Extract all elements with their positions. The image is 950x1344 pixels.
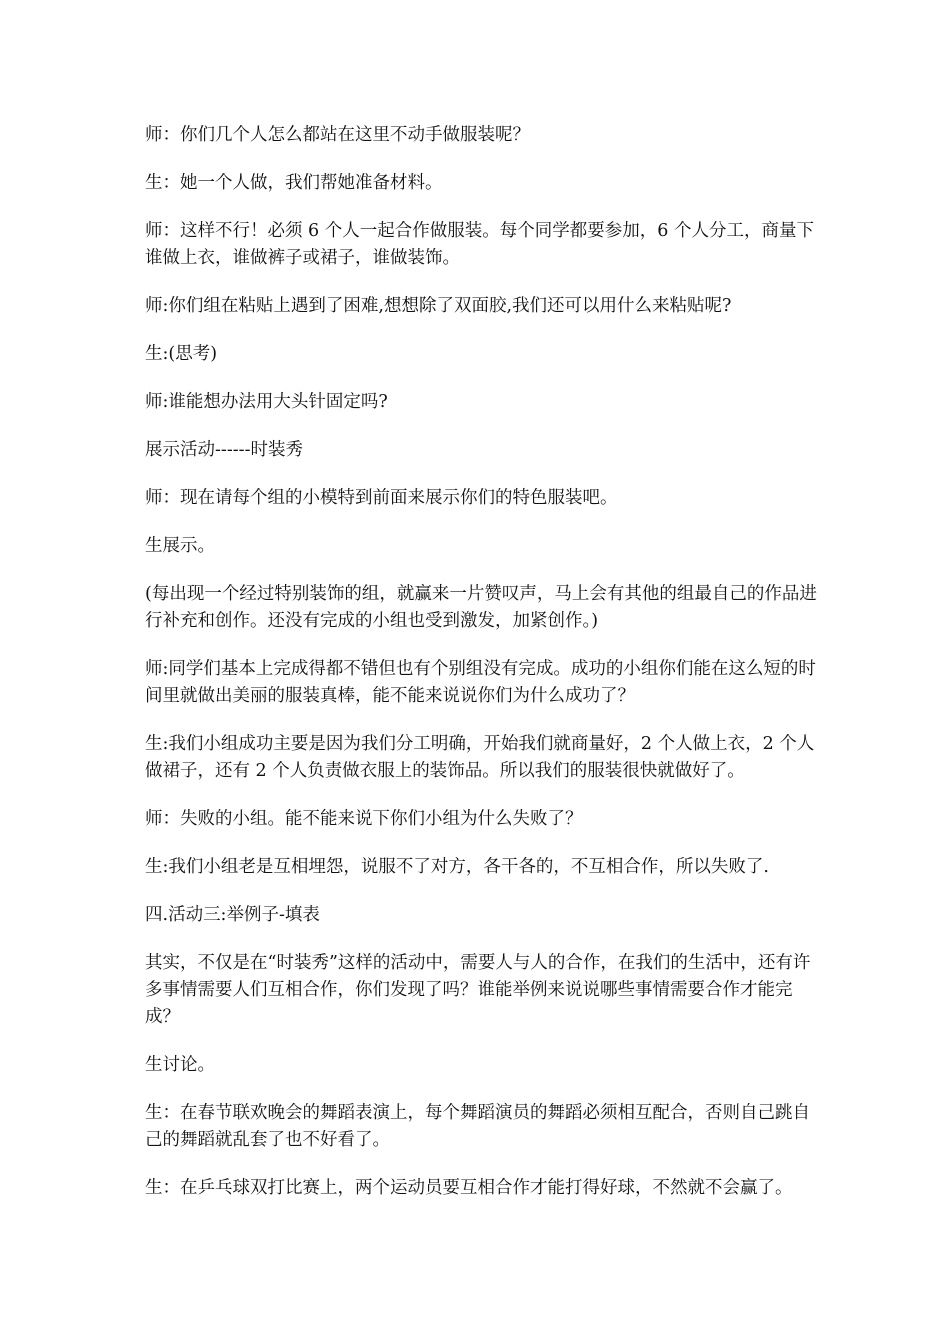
paragraph-student-discussion: 生讨论。 <box>145 1055 215 1075</box>
paragraph-teacher-failure-question: 师：失败的小组。能不能来说下你们小组为什么失败了？ <box>145 809 583 829</box>
paragraph-teacher-glue-question: 师:你们组在粘贴上遇到了困难,想想除了双面胶,我们还可以用什么来粘贴呢? <box>145 296 732 316</box>
paragraph-student-pingpong-example: 生：在乒乓球双打比赛上，两个运动员要互相合作才能打得好球，不然就不会赢了。 <box>145 1178 793 1198</box>
section-heading-activity-three: 四.活动三:举例子-填表 <box>145 905 320 925</box>
paragraph-student-show: 生展示。 <box>145 536 215 556</box>
paragraph-student-success-answer: 生:我们小组成功主要是因为我们分工明确，开始我们就商量好，2 个人做上衣，2 个人做裙子，还有 2 个人负责做衣服上的装饰品。所以我们的服装很快就做好了。 <box>145 734 815 781</box>
paragraph-student-answer: 生：她一个人做，我们帮她准备材料。 <box>145 173 443 193</box>
paragraph-student-thinking: 生:(思考) <box>145 344 218 364</box>
paragraph-teacher-question: 师：你们几个人怎么都站在这里不动手做服装呢？ <box>145 125 530 145</box>
paragraph-student-failure-answer: 生:我们小组老是互相埋怨，说服不了对方，各干各的，不互相合作，所以失败了. <box>145 857 769 877</box>
paragraph-teacher-cooperation-question: 其实，不仅是在“时装秀”这样的活动中，需要人与人的合作，在我们的生活中，还有许多事情需要人们互相合作，你们发现了吗？谁能举例来说说哪些事情需要合作才能完成？ <box>145 953 811 1027</box>
section-heading-fashion-show: 展示活动------时装秀 <box>145 440 303 460</box>
paragraph-student-dance-example: 生：在春节联欢晚会的舞蹈表演上，每个舞蹈演员的舞蹈必须相互配合，否则自己跳自己的舞蹈就乱套了也不好看了。 <box>145 1103 810 1150</box>
paragraph-teacher-instruction: 师：这样不行！必须 6 个人一起合作做服装。每个同学都要参加，6 个人分工，商量下谁做上衣，谁做裤子或裙子，谁做装饰。 <box>145 221 814 268</box>
document-body <box>145 122 825 1223</box>
paragraph-teacher-show-request: 师：现在请每个组的小模特到前面来展示你们的特色服装吧。 <box>145 488 618 508</box>
paragraph-teacher-success-question: 师:同学们基本上完成得都不错但也有个别组没有完成。成功的小组你们能在这么短的时间里就做出美丽的服装真棒，能不能来说说你们为什么成功了？ <box>145 659 816 706</box>
paragraph-teacher-pin-question: 师:谁能想办法用大头针固定吗? <box>145 392 388 412</box>
paragraph-observation-note: (每出现一个经过特别装饰的组，就赢来一片赞叹声，马上会有其他的组最自己的作品进行补充和创作。还没有完成的小组也受到激发，加紧创作。) <box>145 584 817 631</box>
